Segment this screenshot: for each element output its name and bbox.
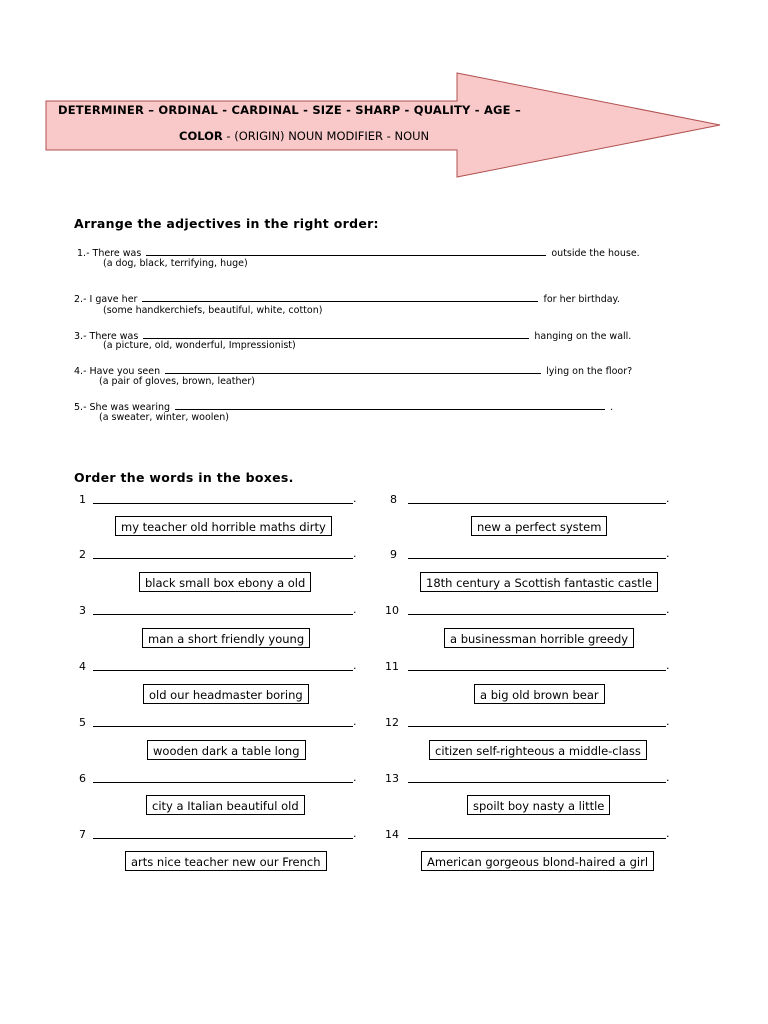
exercise-5-prefix: 5.- She was wearing [74,402,171,413]
exercise-2-hint: (some handkerchiefs, beautiful, white, cotton) [103,305,323,316]
arrow-order-line-1: DETERMINER – ORDINAL - CARDINAL - SIZE - SHARP - QUALITY - AGE – [58,103,521,117]
answer-line-10[interactable] [408,614,666,615]
item-number: 7 [79,828,86,841]
answer-line-4[interactable] [93,670,353,671]
item-number: 2 [79,548,86,561]
word-box-7: arts nice teacher new our French [125,851,327,871]
word-box-2: black small box ebony a old [139,572,311,592]
item-number: 4 [79,660,86,673]
item-number: 12 [385,716,399,729]
answer-line-5[interactable] [93,726,353,727]
word-box-8: new a perfect system [471,516,607,536]
answer-line-13[interactable] [408,782,666,783]
item-number: 5 [79,716,86,729]
item-number: 9 [390,548,397,561]
arrow-order-rest: - (ORIGIN) NOUN MODIFIER - NOUN [222,129,430,143]
word-box-4: old our headmaster boring [143,684,309,704]
word-box-10: a businessman horrible greedy [444,628,634,648]
item-number: 6 [79,772,86,785]
answer-dot: . [353,603,357,616]
word-box-14: American gorgeous blond-haired a girl [421,851,654,871]
exercise-5-hint: (a sweater, winter, woolen) [99,412,229,423]
answer-line-11[interactable] [408,670,666,671]
answer-dot: . [666,603,670,616]
item-number: 13 [385,772,399,785]
answer-line-1[interactable] [93,503,353,504]
answer-line-7[interactable] [93,838,353,839]
word-box-13: spoilt boy nasty a little [467,795,610,815]
exercise-1-hint: (a dog, black, terrifying, huge) [103,258,248,269]
answer-line-9[interactable] [408,558,666,559]
answer-blank-4[interactable] [165,364,541,374]
item-number: 10 [385,604,399,617]
section1-heading: Arrange the adjectives in the right order: [74,216,379,231]
answer-dot: . [353,771,357,784]
word-box-6: city a Italian beautiful old [146,795,305,815]
item-number: 8 [390,493,397,506]
item-number: 14 [385,828,399,841]
answer-line-14[interactable] [408,838,666,839]
exercise-3-suffix: hanging on the wall. [534,331,632,342]
answer-line-8[interactable] [408,503,666,504]
arrow-order-line-2 [179,129,429,143]
exercise-2-suffix: for her birthday. [543,294,620,305]
section2-heading: Order the words in the boxes. [74,470,294,485]
word-box-1: my teacher old horrible maths dirty [115,516,332,536]
answer-dot: . [353,659,357,672]
answer-line-12[interactable] [408,726,666,727]
answer-blank-3[interactable] [143,329,529,339]
arrow-color-label: COLOR [179,129,223,143]
exercise-4-prefix: 4.- Have you seen [74,366,161,377]
answer-line-6[interactable] [93,782,353,783]
exercise-3-hint: (a picture, old, wonderful, Impressionist) [103,340,296,351]
word-box-5: wooden dark a table long [147,740,306,760]
exercise-1-prefix: 1.- There was [77,248,142,259]
answer-line-2[interactable] [93,558,353,559]
answer-dot: . [353,547,357,560]
word-box-9: 18th century a Scottish fantastic castle [420,572,658,592]
answer-blank-2[interactable] [142,292,538,302]
word-box-11: a big old brown bear [474,684,605,704]
answer-dot: . [353,715,357,728]
exercise-5-suffix: . [610,402,614,413]
answer-blank-1[interactable] [146,246,546,256]
answer-dot: . [353,492,357,505]
item-number: 11 [385,660,399,673]
word-box-12: citizen self-righteous a middle-class [429,740,647,760]
exercise-2 [74,292,620,306]
exercise-4-suffix: lying on the floor? [546,366,633,377]
item-number: 1 [79,493,86,506]
adjective-order-arrow [0,0,768,200]
answer-dot: . [666,715,670,728]
answer-line-3[interactable] [93,614,353,615]
answer-dot: . [666,659,670,672]
exercise-1-suffix: outside the house. [551,248,640,259]
answer-dot: . [666,771,670,784]
answer-blank-5[interactable] [175,400,605,410]
answer-dot: . [353,827,357,840]
exercise-2-prefix: 2.- I gave her [74,294,138,305]
item-number: 3 [79,604,86,617]
exercise-4-hint: (a pair of gloves, brown, leather) [99,376,255,387]
word-box-3: man a short friendly young [142,628,310,648]
exercise-3-prefix: 3.- There was [74,331,139,342]
answer-dot: . [666,492,670,505]
answer-dot: . [666,827,670,840]
answer-dot: . [666,547,670,560]
